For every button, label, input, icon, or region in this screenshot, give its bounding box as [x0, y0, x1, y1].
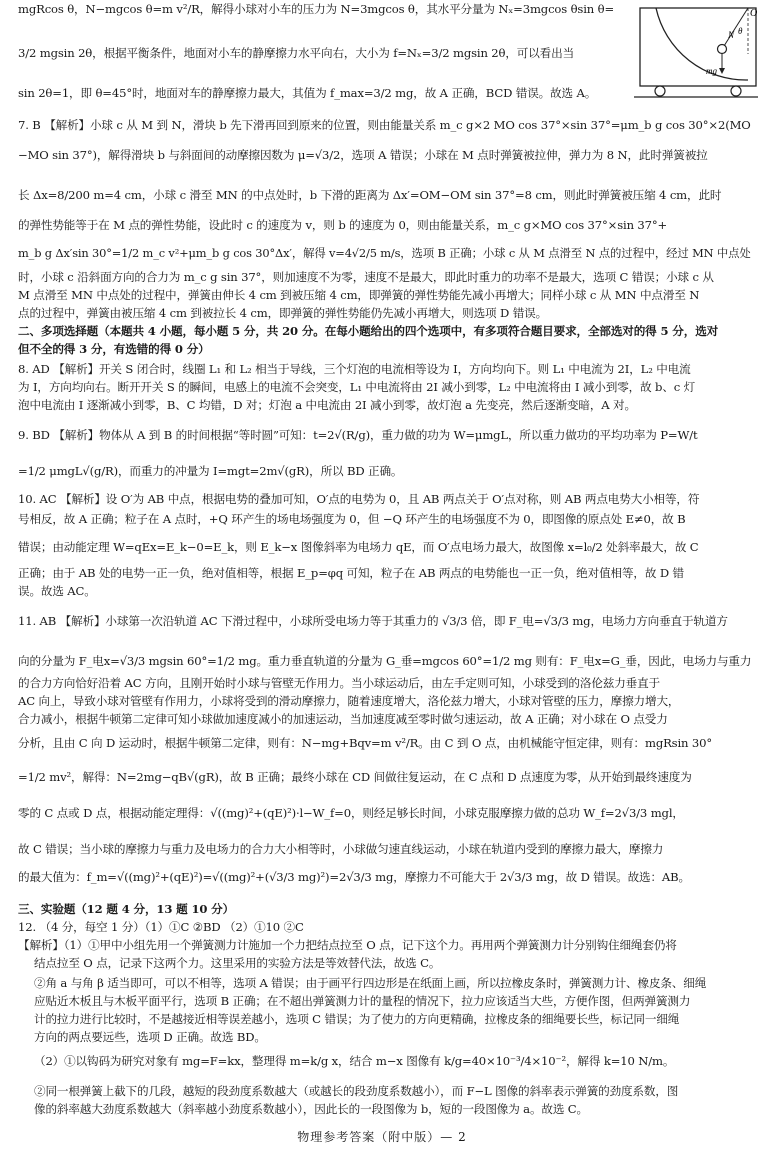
text-line: 二、多项选择题（本题共 4 小题，每小题 5 分，共 20 分。在每小题给出的四个选项中，有多项符合题目要求，全部选对的得 5 分，选对: [18, 324, 719, 338]
radius-line: [724, 8, 748, 46]
text-line: 为 I，方向均向右。断开开关 S 的瞬间，电感上的电流不会突变，L₁ 中电流将由 2I 减小到零，L₂ 中电流将由 I 减小到零，故 b、c 灯: [18, 380, 696, 394]
text-line: 【解析】（1）①甲中小组先用一个弹簧测力计施加一个力把结点拉至 O 点，记下这个力。再用两个弹簧测力计分别钩住细绳套仍将: [18, 938, 677, 952]
text-line: 应贴近木板且与木板平面平行，选项 B 正确；在不超出弹簧测力计的量程的情况下，拉力应该适当大些，方便作图，但两弹簧测力: [34, 994, 691, 1008]
text-line: 7. B 【解析】小球 c 从 M 到 N，滑块 b 先下滑再回到原来的位置，则由能量关系 m_c g×2 MO cos 37°×sin 37°=μm_b g cos 30°×2(MO: [18, 118, 751, 132]
text-line: 向的分量为 F_电x=√3/3 mgsin 60°=1/2 mg。重力垂直轨道的分量为 G_垂=mgcos 60°=1/2 mg 则有：F_电x=G_垂，因此，电场力与重力: [18, 654, 752, 668]
text-line: （2）①以钩码为研究对象有 mg=F=kx，整理得 m=k/g x，结合 m−x 图像有 k/g=40×10⁻³/4×10⁻²，解得 k=10 N/m。: [34, 1054, 675, 1068]
text-line: =1/2 mv²，解得：N=2mg−qB√(gR)，故 B 正确；最终小球在 CD 间做往复运动，在 C 点和 D 点速度为零，从开始到最终速度为: [18, 770, 692, 784]
label-mg: mg: [706, 66, 717, 76]
text-line: 的弹性势能等于在 M 点的弹性势能，设此时 c 的速度为 v，则 b 的速度为 0，则由能量关系，m_c g×MO cos 37°×sin 37°+: [18, 218, 668, 232]
text-line: 泡中电流由 I 逐渐减小到零，B、C 均错，D 对；灯泡 a 中电流由 2I 减小到零，故灯泡 a 先变亮，然后逐渐变暗，A 对。: [18, 398, 636, 412]
text-line: 时，小球 c 沿斜面方向的合力为 m_c g sin 37°，则加速度不为零，速度不是最大，即此时重力的功率不是最大，选项 C 错误；小球 c 从: [18, 270, 714, 284]
text-line: mgRcos θ，N−mgcos θ=m v²/R，解得小球对小车的压力为 N=3mgcos θ，其水平分量为 Nₓ=3mgcos θsin θ=: [18, 2, 615, 16]
text-line: M 点滑至 MN 中点处的过程中，弹簧由伸长 4 cm 到被压缩 4 cm，即弹簧的弹性势能先减小再增大；同样小球 c 从 MN 中点滑至 N: [18, 288, 700, 302]
text-line: ②同一根弹簧上截下的几段，越短的段劲度系数越大（或越长的段劲度系数越小），而 F−L 图像的斜率表示弹簧的劲度系数，图: [34, 1084, 679, 1098]
text-line: =1/2 μmgL√(g/R)，而重力的冲量为 I=mgt=2m√(gR)，所以 BD 正确。: [18, 464, 403, 478]
text-line: 误。故选 AC。: [18, 584, 96, 598]
text-line: m_b g Δx′sin 30°=1/2 m_c v²+μm_b g cos 30°Δx′，解得 v=4√2/5 m/s，选项 B 正确；小球 c 从 M 点滑至 N 点的过程中，经过 MN 中点处: [18, 246, 751, 260]
label-theta: θ: [738, 26, 743, 36]
right-wheel: [731, 86, 741, 96]
page-footer: 物理参考答案（附中版）— 2: [297, 1130, 467, 1144]
text-line: −MO sin 37°)，解得滑块 b 与斜面间的动摩擦因数为 μ=√3/2，选项 A 错误；小球在 M 点时弹簧被拉伸，弹力为 8 N，此时弹簧被拉: [18, 148, 708, 162]
label-n: N: [728, 30, 735, 40]
text-line: sin 2θ=1，即 θ=45°时，地面对车的静摩擦力最大，其值为 f_max=3/2 mg，故 A 正确，BCD 错误。故选 A。: [18, 86, 597, 100]
text-line: 3/2 mgsin 2θ，根据平衡条件，地面对小车的静摩擦力水平向右，大小为 f=Nₓ=3/2 mgsin 2θ，可以看出当: [18, 46, 575, 60]
text-line: 分析，且由 C 向 D 运动时，根据牛顿第二定律，则有：N−mg+Bqv=m v²/R。由 C 到 O 点，由机械能守恒定律，则有：mgRsin 30°: [18, 736, 712, 750]
text-line: 点的过程中，弹簧由被压缩 4 cm 到被拉长 4 cm，即弹簧的弹性势能仍先减小再增大，则选项 D 错误。: [18, 306, 548, 320]
text-line: 三、实验题（12 题 4 分，13 题 10 分）: [18, 902, 235, 916]
text-line: 9. BD 【解析】物体从 A 到 B 的时间根据“等时圆”可知：t=2√(R/g)，重力做的功为 W=μmgL，所以重力做功的平均功率为 P=W/t: [18, 428, 698, 442]
text-line: 长 Δx=8/200 m=4 cm，小球 c 滑至 MN 的中点处时，b 下滑的距离为 Δx′=OM−OM sin 37°=8 cm，则此时弹簧被压缩 4 cm，此时: [18, 188, 722, 202]
text-line: ②角 a 与角 β 适当即可，可以不相等，选项 A 错误；由于画平行四边形是在纸面上画，所以拉橡皮条时，弹簧测力计、橡皮条、细绳: [34, 976, 707, 990]
text-line: 11. AB 【解析】小球第一次沿轨道 AC 下滑过程中，小球所受电场力等于其重力的 √3/3 倍，即 F_电=√3/3 mg，电场力方向垂直于轨道方: [18, 614, 728, 628]
text-line: 故 C 错误；当小球的摩擦力与重力及电场力的合力大小相等时，小球做匀速直线运动，小球在轨道内受到的摩擦力最大，摩擦力: [18, 842, 664, 856]
circular-track: [656, 8, 748, 80]
ball: [718, 45, 727, 54]
text-line: 的最大值为：f_m=√((mg)²+(qE)²)=√((mg)²+(√3/3 mg)²)=2√3/3 mg，摩擦力不可能大于 2√3/3 mg，故 D 错误。故选：AB。: [18, 870, 690, 884]
text-line: 但不全的得 3 分，有选错的得 0 分）: [18, 342, 210, 356]
text-line: 像的斜率越大劲度系数越大（斜率越小劲度系数越小），因此长的一段图像为 b，短的一段图像为 a。故选 C。: [34, 1102, 588, 1116]
text-line: 10. AC 【解析】设 O′为 AB 中点，根据电势的叠加可知，O′点的电势为 0，且 AB 两点关于 O′点对称，则 AB 两点电势大小相等，符: [18, 492, 700, 506]
text-line: 12. （4 分，每空 1 分）（1）①C ②BD （2）①10 ②C: [18, 920, 304, 934]
text-line: 合力减小，根据牛顿第二定律可知小球做加速度减小的加速运动，当加速度减至零时做匀速运动，故 A 正确；对小球在 O 点受力: [18, 712, 668, 726]
text-line: 错误；由动能定理 W=qEx=E_k−0=E_k，则 E_k−x 图像斜率为电场力 qE，而 O′点电场力最大，故图像 x=l₀/2 处斜率最大，故 C: [18, 540, 699, 554]
cart-ball-figure: [632, 4, 760, 100]
text-line: 计的拉力进行比较时，不是越接近相等误差越小，选项 C 错误；为了使力的方向更精确，拉橡皮条的细绳要长些，标记同一细绳: [34, 1012, 680, 1026]
left-wheel: [655, 86, 665, 96]
text-line: AC 向上，导致小球对管壁有作用力，小球将受到的滑动摩擦力，随着速度增大，洛伦兹力增大，小球对管壁的压力，摩擦力增大，: [18, 694, 680, 708]
text-line: 正确；由于 AB 处的电势一正一负，绝对值相等，根据 E_p=φq 可知，粒子在 AB 两点的电势能也一正一负，绝对值相等，故 D 错: [18, 566, 684, 580]
text-line: 结点拉至 O 点，记录下这两个力。这里采用的实验方法是等效替代法，故选 C。: [34, 956, 441, 970]
gravity-arrow-head: [719, 68, 725, 74]
text-line: 的合力方向恰好沿着 AC 方向，且刚开始时小球与管壁无作用力。当小球运动后，由左手定则可知，小球受到的洛伦兹力垂直于: [18, 676, 660, 690]
text-line: 零的 C 点或 D 点，根据动能定理得：√((mg)²+(qE)²)·l−W_f=0，则经足够长时间，小球克服摩擦力做的总功 W_f=2√3/3 mgl，: [18, 806, 684, 820]
text-line: 方向的两点要远些，选项 D 正确。故选 BD。: [34, 1030, 266, 1044]
text-line: 号相反，故 A 正确；粒子在 A 点时，+Q 环产生的场电场强度为 0，但 −Q 环产生的电场强度不为 0，即图像的原点处 E≠0，故 B: [18, 512, 686, 526]
cart-body: [640, 8, 756, 86]
text-line: 8. AD 【解析】开关 S 闭合时，线圈 L₁ 和 L₂ 相当于导线，三个灯泡的电流相等设为 I，方向均向下。则 L₁ 中电流为 2I，L₂ 中电流: [18, 362, 691, 376]
label-o: O: [750, 8, 758, 19]
